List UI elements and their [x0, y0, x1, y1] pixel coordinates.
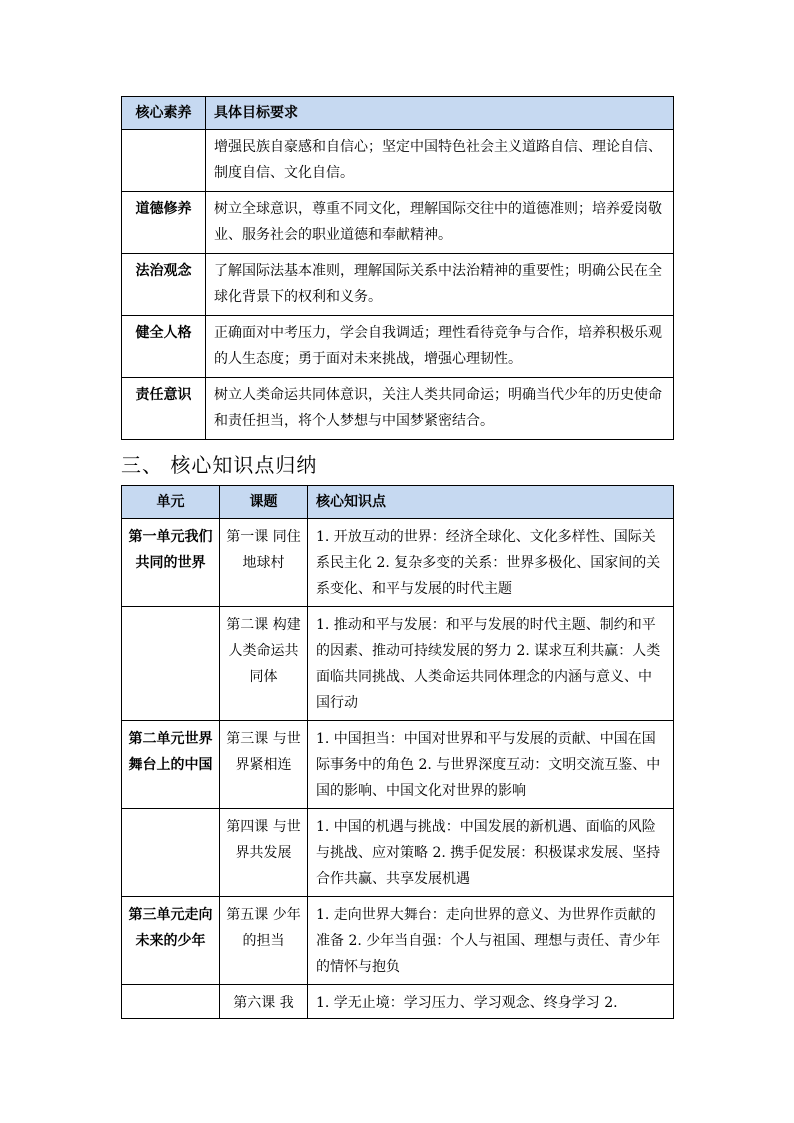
column-header: 单元	[122, 486, 220, 519]
table-header-row	[122, 97, 674, 130]
lesson-cell: 第一课 同住地球村	[220, 519, 308, 607]
unit-cell	[122, 607, 220, 721]
unit-cell: 第二单元世界舞台上的中国	[122, 721, 220, 809]
table-row	[122, 897, 674, 985]
lesson-cell: 第五课 少年的担当	[220, 897, 308, 985]
table-row	[122, 985, 674, 1019]
core-literacy-table	[121, 96, 674, 440]
column-header: 核心知识点	[308, 486, 674, 519]
table-header-row	[122, 486, 674, 519]
literacy-name: 道德修养	[122, 192, 206, 254]
literacy-requirement: 增强民族自豪感和自信心；坚定中国特色社会主义道路自信、理论自信、制度自信、文化自信。	[206, 130, 674, 192]
table-row	[122, 809, 674, 897]
knowledge-cell: 1. 推动和平与发展：和平与发展的时代主题、制约和平的因素、推动可持续发展的努力 2. 谋求互利共赢：人类面临共同挑战、人类命运共同体理念的内涵与意义、中国行动	[308, 607, 674, 721]
literacy-requirement: 了解国际法基本准则，理解国际关系中法治精神的重要性；明确公民在全球化背景下的权利和义务。	[206, 254, 674, 316]
unit-cell	[122, 985, 220, 1019]
literacy-requirement: 树立全球意识，尊重不同文化，理解国际交往中的道德准则；培养爱岗敬业、服务社会的职业道德和奉献精神。	[206, 192, 674, 254]
lesson-cell: 第二课 构建人类命运共同体	[220, 607, 308, 721]
table-row	[122, 607, 674, 721]
lesson-cell: 第三课 与世界紧相连	[220, 721, 308, 809]
unit-cell	[122, 809, 220, 897]
unit-cell: 第三单元走向未来的少年	[122, 897, 220, 985]
literacy-requirement: 树立人类命运共同体意识，关注人类共同命运；明确当代少年的历史使命和责任担当，将个人梦想与中国梦紧密结合。	[206, 378, 674, 440]
knowledge-points-table	[121, 485, 674, 1019]
knowledge-cell: 1. 学无止境：学习压力、学习观念、终身学习 2.	[308, 985, 674, 1019]
literacy-name	[122, 130, 206, 192]
literacy-name: 责任意识	[122, 378, 206, 440]
lesson-cell: 第四课 与世界共发展	[220, 809, 308, 897]
table-row	[122, 721, 674, 809]
section-title: 三、 核心知识点归纳	[121, 453, 318, 477]
literacy-name: 健全人格	[122, 316, 206, 378]
knowledge-cell: 1. 中国的机遇与挑战：中国发展的新机遇、面临的风险与挑战、应对策略 2. 携手促发展：积极谋求发展、坚持合作共赢、共享发展机遇	[308, 809, 674, 897]
table-row	[122, 192, 674, 254]
knowledge-cell: 1. 中国担当：中国对世界和平与发展的贡献、中国在国际事务中的角色 2. 与世界深度互动：文明交流互鉴、中国的影响、中国文化对世界的影响	[308, 721, 674, 809]
table-row	[122, 254, 674, 316]
unit-cell: 第一单元我们共同的世界	[122, 519, 220, 607]
table-row	[122, 378, 674, 440]
column-header: 课题	[220, 486, 308, 519]
literacy-name: 法治观念	[122, 254, 206, 316]
knowledge-cell: 1. 开放互动的世界：经济全球化、文化多样性、国际关系民主化 2. 复杂多变的关系：世界多极化、国家间的关系变化、和平与发展的时代主题	[308, 519, 674, 607]
lesson-cell: 第六课 我	[220, 985, 308, 1019]
table-row	[122, 519, 674, 607]
column-header: 具体目标要求	[206, 97, 674, 130]
table-row	[122, 130, 674, 192]
table-row	[122, 316, 674, 378]
knowledge-cell: 1. 走向世界大舞台：走向世界的意义、为世界作贡献的准备 2. 少年当自强：个人与祖国、理想与责任、青少年的情怀与抱负	[308, 897, 674, 985]
literacy-requirement: 正确面对中考压力，学会自我调适；理性看待竞争与合作，培养积极乐观的人生态度；勇于面对未来挑战，增强心理韧性。	[206, 316, 674, 378]
column-header: 核心素养	[122, 97, 206, 130]
